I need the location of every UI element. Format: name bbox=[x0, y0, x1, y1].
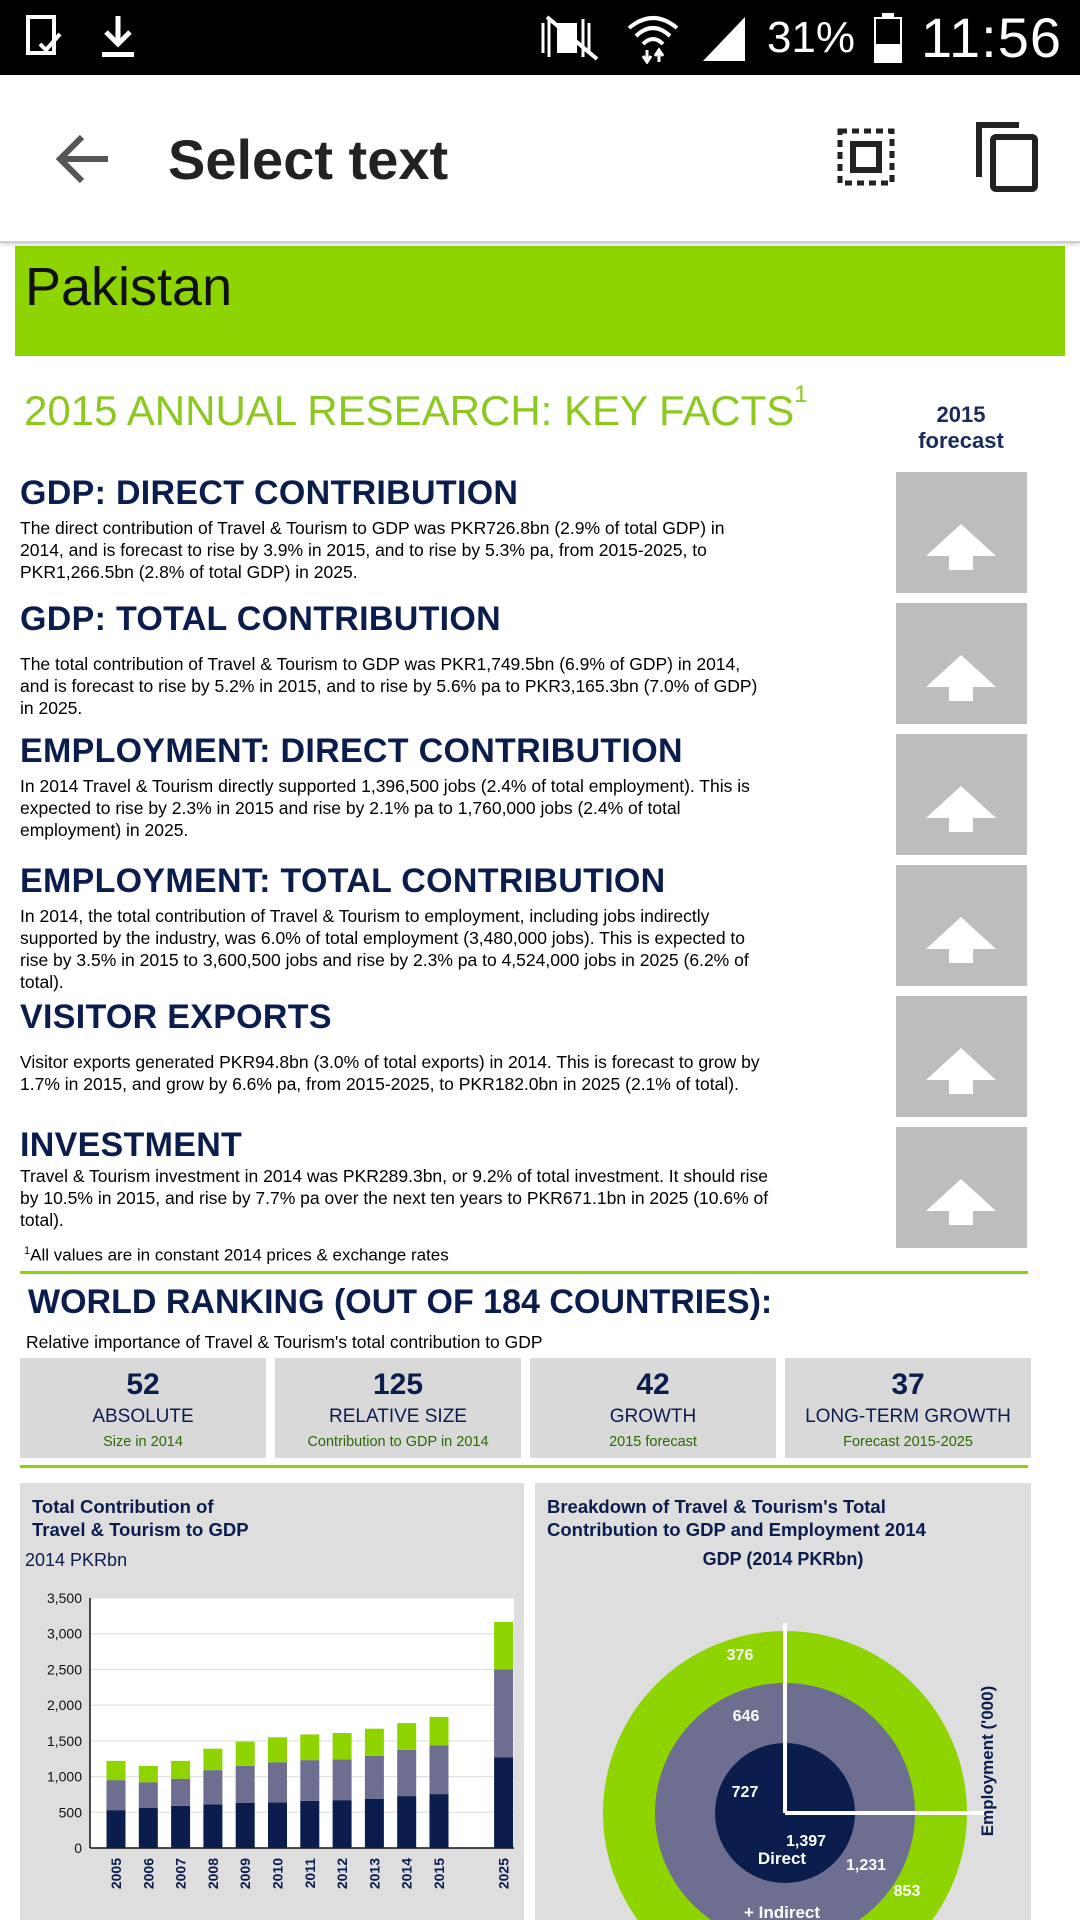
x-tick-label: 2007 bbox=[172, 1858, 189, 1890]
ranking-title[interactable]: WORLD RANKING (OUT OF 184 COUNTRIES): bbox=[28, 1283, 773, 1321]
footnote-sup: 1 bbox=[24, 1245, 31, 1257]
rank-label[interactable]: ABSOLUTE bbox=[92, 1406, 194, 1427]
body-line[interactable]: Travel & Tourism investment in 2014 was PKR289.3bn, or 9.2% of total investment. It should rise bbox=[20, 1166, 769, 1186]
battery-percent: 31% bbox=[766, 12, 856, 62]
body-line[interactable]: total). bbox=[20, 1210, 64, 1230]
rank-box-long-term-growth bbox=[785, 1358, 1031, 1458]
section-employment-total[interactable] bbox=[20, 862, 840, 993]
emp-induced-value: 853 bbox=[893, 1883, 921, 1900]
rank-value[interactable]: 42 bbox=[636, 1368, 670, 1401]
section-body[interactable] bbox=[20, 1051, 840, 1095]
donut-subtitle[interactable]: GDP (2014 PKRbn) bbox=[702, 1549, 864, 1569]
forecast-up-arrow bbox=[896, 1127, 1027, 1248]
bar-segment bbox=[139, 1782, 158, 1808]
up-arrow-icon bbox=[926, 1179, 996, 1229]
app-bar bbox=[0, 75, 1080, 243]
body-line[interactable]: supported by the industry, was 6.0% of total employment (3,480,000 jobs). This is expected to bbox=[20, 928, 746, 948]
bar-segment bbox=[139, 1766, 158, 1782]
copy-icon[interactable] bbox=[975, 121, 1039, 193]
body-line[interactable]: total). bbox=[20, 972, 64, 992]
gdp-bar-chart-panel bbox=[20, 1483, 524, 1920]
bar-segment bbox=[397, 1723, 416, 1750]
bar-segment bbox=[365, 1756, 384, 1799]
key-facts-title-text[interactable]: 2015 ANNUAL RESEARCH: KEY FACTS bbox=[24, 387, 795, 434]
bar-segment bbox=[430, 1746, 449, 1795]
x-tick-label: 2006 bbox=[140, 1858, 157, 1890]
y-tick-label: 1,000 bbox=[46, 1768, 82, 1785]
x-tick-label: 2013 bbox=[366, 1858, 383, 1890]
section-employment-direct[interactable] bbox=[20, 732, 840, 841]
bar-segment bbox=[365, 1729, 384, 1756]
bar-segment bbox=[139, 1808, 158, 1848]
bar-segment bbox=[333, 1800, 352, 1848]
bar-segment bbox=[203, 1749, 222, 1770]
section-gdp-direct[interactable] bbox=[20, 474, 840, 583]
forecast-up-arrow bbox=[896, 472, 1027, 593]
rank-note[interactable]: Contribution to GDP in 2014 bbox=[307, 1434, 489, 1450]
up-arrow-icon bbox=[926, 786, 996, 836]
body-line[interactable]: 1.7% in 2015, and grow by 6.6% pa, from 2015-2025, to PKR182.0bn in 2025 (2.1% of total). bbox=[20, 1074, 739, 1094]
x-tick-label: 2011 bbox=[301, 1858, 318, 1889]
gdp-indirect-value: 646 bbox=[732, 1708, 760, 1725]
document-viewer[interactable] bbox=[0, 243, 1080, 1920]
forecast-up-arrow bbox=[896, 603, 1027, 724]
rank-label[interactable]: GROWTH bbox=[609, 1406, 697, 1427]
ring-label-direct: Direct bbox=[757, 1849, 807, 1868]
bar-segment bbox=[300, 1760, 319, 1801]
country-banner bbox=[15, 246, 1065, 356]
bar-segment bbox=[171, 1806, 190, 1848]
bar-segment bbox=[268, 1737, 287, 1762]
bar-segment bbox=[268, 1762, 287, 1802]
bar-segment bbox=[430, 1794, 449, 1848]
x-tick-label: 2009 bbox=[237, 1858, 254, 1890]
section-body[interactable] bbox=[20, 775, 840, 841]
y-tick-label: 1,500 bbox=[46, 1732, 82, 1749]
gdp-direct-value: 727 bbox=[731, 1784, 759, 1801]
rank-value[interactable]: 125 bbox=[372, 1368, 424, 1401]
x-tick-label: 2008 bbox=[204, 1858, 221, 1890]
body-line[interactable]: in 2025. bbox=[20, 698, 83, 718]
forecast-up-arrow bbox=[896, 865, 1027, 986]
body-line[interactable]: PKR1,266.5bn (2.8% of total GDP) in 2025. bbox=[20, 562, 358, 582]
y-tick-label: 2,000 bbox=[46, 1697, 82, 1714]
rank-note[interactable]: Forecast 2015-2025 bbox=[843, 1434, 973, 1450]
rank-box-relative-size bbox=[275, 1358, 521, 1458]
rank-note[interactable]: Size in 2014 bbox=[103, 1434, 183, 1450]
key-facts-sup: 1 bbox=[794, 381, 808, 408]
divider bbox=[20, 1271, 1028, 1274]
status-bar bbox=[0, 0, 1080, 75]
y-tick-label: 500 bbox=[58, 1804, 82, 1821]
body-line[interactable]: 2014, and is forecast to rise by 3.9% in 2015, and to rise by 5.3% pa, from 2015-2025, to bbox=[20, 540, 707, 560]
bar-segment bbox=[171, 1761, 190, 1779]
up-arrow-icon bbox=[926, 524, 996, 574]
bar-segment bbox=[107, 1810, 126, 1848]
chart-title-line[interactable]: Travel & Tourism to GDP bbox=[32, 1519, 249, 1540]
forecast-header-label: forecast bbox=[918, 428, 1004, 453]
section-heading[interactable]: GDP: DIRECT CONTRIBUTION bbox=[20, 474, 519, 512]
forecast-up-arrow bbox=[896, 734, 1027, 855]
ranking-subtitle[interactable]: Relative importance of Travel & Tourism's total contribution to GDP bbox=[26, 1332, 543, 1352]
footnote[interactable] bbox=[24, 1245, 449, 1266]
bar-segment bbox=[236, 1766, 255, 1803]
bar-segment bbox=[203, 1770, 222, 1804]
chart-title-line[interactable]: Total Contribution of bbox=[32, 1496, 214, 1517]
bar-segment bbox=[397, 1796, 416, 1848]
body-line[interactable]: Visitor exports generated PKR94.8bn (3.0% of total exports) in 2014. This is forecast to grow by bbox=[20, 1052, 760, 1072]
rank-label[interactable]: RELATIVE SIZE bbox=[329, 1406, 467, 1427]
bar-chart bbox=[20, 1483, 524, 1920]
section-investment[interactable] bbox=[20, 1126, 840, 1231]
country-title[interactable]: Pakistan bbox=[25, 257, 233, 317]
battery-icon bbox=[873, 12, 903, 64]
rank-value[interactable]: 52 bbox=[126, 1368, 160, 1401]
section-body[interactable] bbox=[20, 1165, 840, 1231]
x-tick-label: 2012 bbox=[334, 1858, 351, 1890]
body-line[interactable]: expected to rise by 2.3% in 2015 and rise by 2.1% pa to 1,760,000 jobs (2.4% of total bbox=[20, 798, 681, 818]
body-line[interactable]: employment) in 2025. bbox=[20, 820, 189, 840]
bar-segment bbox=[494, 1622, 513, 1670]
section-heading[interactable]: EMPLOYMENT: DIRECT CONTRIBUTION bbox=[20, 732, 683, 770]
bar-segment bbox=[333, 1733, 352, 1759]
bar-segment bbox=[494, 1758, 513, 1849]
section-gdp-total[interactable] bbox=[20, 600, 840, 719]
rank-value[interactable]: 37 bbox=[891, 1368, 925, 1401]
up-arrow-icon bbox=[926, 1048, 996, 1098]
back-arrow-icon[interactable] bbox=[52, 127, 116, 191]
bar-segment bbox=[236, 1803, 255, 1848]
ring-label-indirect: + Indirect bbox=[743, 1903, 821, 1920]
section-body[interactable] bbox=[20, 653, 840, 719]
section-heading[interactable]: INVESTMENT bbox=[20, 1126, 243, 1164]
chart-title-line[interactable]: Breakdown of Travel & Tourism's Total bbox=[547, 1496, 886, 1517]
x-tick-label: 2005 bbox=[108, 1858, 124, 1890]
rank-label[interactable]: LONG-TERM GROWTH bbox=[805, 1406, 1011, 1427]
body-line[interactable]: rise by 3.5% in 2015 to 3,600,500 jobs and rise by 2.3% pa to 4,524,000 jobs in 2025 (6.2% of bbox=[20, 950, 749, 970]
clock: 11:56 bbox=[921, 6, 1062, 69]
emp-indirect-value: 1,231 bbox=[845, 1857, 887, 1874]
bar-segment bbox=[494, 1669, 513, 1757]
y-tick-label: 2,500 bbox=[46, 1661, 82, 1678]
section-body[interactable] bbox=[20, 905, 840, 993]
forecast-header bbox=[896, 402, 1026, 454]
emp-direct-value: 1,397 bbox=[785, 1833, 827, 1850]
forecast-up-arrow bbox=[896, 996, 1027, 1117]
signal-icon bbox=[699, 13, 749, 63]
body-line[interactable]: and is forecast to rise by 5.2% in 2015, and to rise by 5.6% pa to PKR3,165.3bn (7.0% of GDP) bbox=[20, 676, 758, 696]
section-heading[interactable]: EMPLOYMENT: TOTAL CONTRIBUTION bbox=[20, 862, 666, 900]
bar-segment bbox=[300, 1801, 319, 1848]
breakdown-donut-panel bbox=[535, 1483, 1031, 1920]
key-facts-title[interactable] bbox=[24, 381, 808, 435]
up-arrow-icon bbox=[926, 655, 996, 705]
bar-segment bbox=[397, 1750, 416, 1796]
x-tick-label: 2015 bbox=[431, 1858, 447, 1890]
bar-segment bbox=[203, 1804, 222, 1848]
body-line[interactable]: In 2014, the total contribution of Travel & Tourism to employment, including jobs indirectly bbox=[20, 906, 710, 926]
x-tick-label: 2025 bbox=[495, 1858, 512, 1890]
section-heading[interactable]: VISITOR EXPORTS bbox=[20, 998, 332, 1036]
x-tick-label: 2010 bbox=[269, 1858, 286, 1890]
divider bbox=[20, 1465, 1028, 1468]
bar-segment bbox=[268, 1802, 287, 1848]
page-title: Select text bbox=[168, 128, 449, 191]
section-heading[interactable]: GDP: TOTAL CONTRIBUTION bbox=[20, 600, 501, 638]
mute-icon bbox=[537, 15, 607, 61]
select-all-icon[interactable] bbox=[836, 127, 896, 187]
bar-segment bbox=[300, 1734, 319, 1760]
chart-units[interactable]: 2014 PKRbn bbox=[25, 1550, 128, 1570]
section-body[interactable] bbox=[20, 517, 840, 583]
body-line[interactable]: The total contribution of Travel & Tourism to GDP was PKR1,749.5bn (6.9% of GDP) in 2014, bbox=[20, 654, 741, 674]
y-tick-label: 3,000 bbox=[46, 1625, 82, 1642]
donut-chart bbox=[535, 1483, 1031, 1920]
body-line[interactable]: by 10.5% in 2015, and rise by 7.7% pa over the next ten years to PKR671.1bn in 2025 (10.6% of bbox=[20, 1188, 769, 1208]
rank-note[interactable]: 2015 forecast bbox=[609, 1434, 697, 1450]
x-tick-label: 2014 bbox=[398, 1858, 415, 1890]
bar-segment bbox=[107, 1780, 126, 1810]
gdp-induced-value: 376 bbox=[726, 1647, 754, 1664]
bar-segment bbox=[365, 1799, 384, 1848]
footnote-text[interactable]: All values are in constant 2014 prices & exchange rates bbox=[30, 1245, 449, 1265]
section-visitor-exports[interactable] bbox=[20, 998, 840, 1095]
y-tick-label: 3,500 bbox=[46, 1590, 82, 1606]
wifi-icon bbox=[625, 12, 681, 64]
up-arrow-icon bbox=[926, 917, 996, 967]
body-line[interactable]: The direct contribution of Travel & Tourism to GDP was PKR726.8bn (2.9% of total GDP) in bbox=[20, 518, 725, 538]
bar-segment bbox=[107, 1761, 126, 1780]
bar-segment bbox=[236, 1742, 255, 1766]
bar-segment bbox=[333, 1759, 352, 1800]
forecast-header-year: 2015 bbox=[936, 402, 986, 427]
download-icon bbox=[98, 14, 138, 60]
chart-title-line[interactable]: Contribution to GDP and Employment 2014 bbox=[547, 1519, 926, 1540]
bar-segment bbox=[430, 1717, 449, 1746]
employment-side-label: Employment ('000) bbox=[978, 1685, 997, 1837]
rank-box-absolute bbox=[20, 1358, 266, 1458]
y-tick-label: 0 bbox=[74, 1840, 82, 1856]
rank-box-growth bbox=[530, 1358, 776, 1458]
body-line[interactable]: In 2014 Travel & Tourism directly supported 1,396,500 jobs (2.4% of total employment). This is bbox=[20, 776, 750, 796]
screenshot-icon bbox=[22, 14, 68, 60]
bar-segment bbox=[171, 1779, 190, 1806]
